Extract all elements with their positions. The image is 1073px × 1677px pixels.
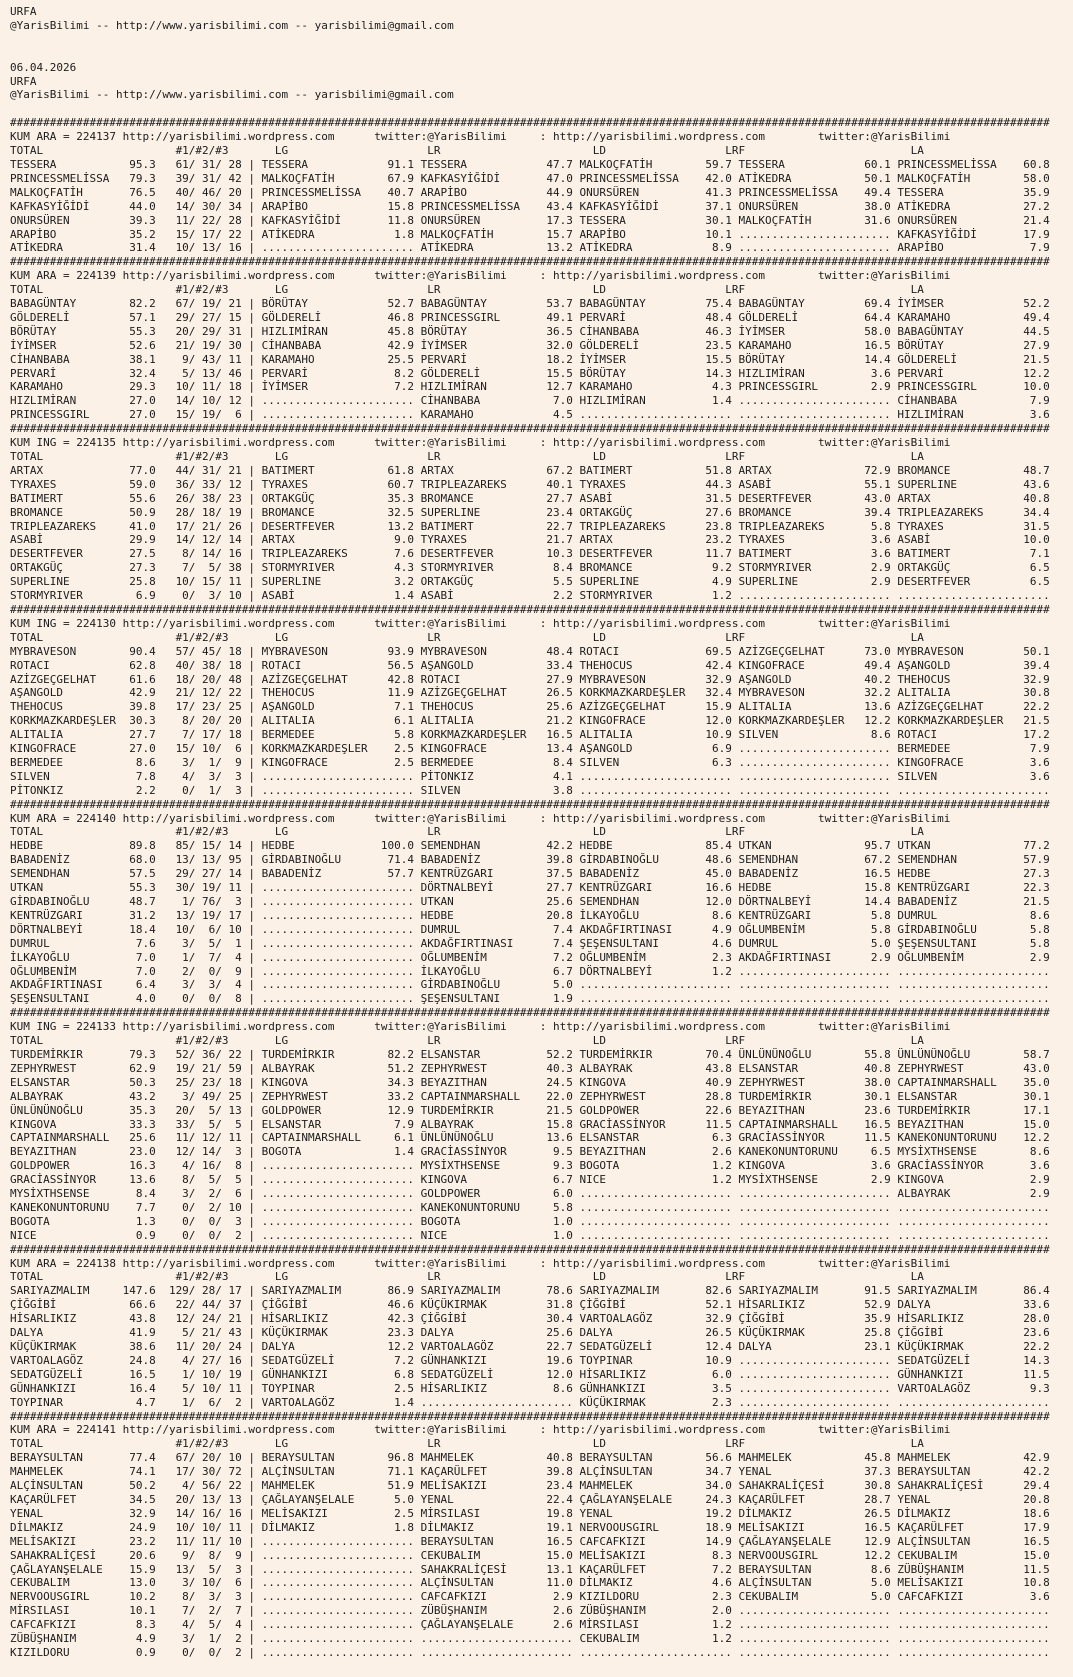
table-row: DESERTFEVER 27.5 8/ 14/ 16 | TRIPLEAZAREKS 7.6 DESERTFEVER 10.3 DESERTFEVER 11.7 BATIMERT 3.6 BATIMERT 7.1 xyxy=(10,547,1050,561)
table-row: İLKAYOĞLU 7.0 1/ 7/ 4 | ....................... OĞLUMBENİM 7.2 OĞLUMBENİM 2.3 AKDAĞFIRTINASI 2.9 OĞLUMBENİM 2.9 xyxy=(10,950,1050,964)
column-header: TOTAL #1/#2/#3 LG LR LD LRF LA xyxy=(10,144,924,158)
table-row: MYSİXTHSENSE 8.4 3/ 2/ 6 | ....................... GOLDPOWER 6.0 ....................... ....................... ALBAYRAK 2.9 xyxy=(10,1187,1050,1201)
section-separator: ############################################################################################################################################################# xyxy=(10,1006,1050,1020)
table-row: MELİSAKIZI 23.2 11/ 11/ 10 | ....................... BERAYSULTAN 16.5 CAFCAFKIZI 14.9 ÇAĞLAYANŞELALE 12.9 ALÇİNSULTAN 16.5 xyxy=(10,1534,1050,1548)
section-title: KUM ARA = 224141 http://yarisbilimi.wordpress.com twitter:@YarisBilimi : http://yarisbilimi.wordpress.com twitter:@YarisBilimi xyxy=(10,1423,951,1437)
table-row: TURDEMİRKIR 79.3 52/ 36/ 22 | TURDEMİRKIR 82.2 ELSANSTAR 52.2 TURDEMİRKIR 70.4 ÜNLÜNÜNOĞLU 55.8 ÜNLÜNÜNOĞLU 58.7 xyxy=(10,1047,1050,1061)
table-row: GÖLDERELİ 57.1 29/ 27/ 15 | GÖLDERELİ 46.8 PRINCESSGIRL 49.1 PERVARİ 48.4 GÖLDERELİ 64.4 KARAMAHO 49.4 xyxy=(10,310,1050,324)
table-row: NERVOOUSGIRL 10.2 8/ 3/ 3 | ....................... CAFCAFKIZI 2.9 KIZILDORU 2.3 CEKUBALIM 5.0 CAFCAFKIZI 3.6 xyxy=(10,1590,1050,1604)
header-line xyxy=(10,102,1073,116)
section-title: KUM ING = 224130 http://yarisbilimi.wordpress.com twitter:@YarisBilimi : http://yarisbilimi.wordpress.com twitter:@YarisBilimi xyxy=(10,616,951,630)
table-row: ARTAX 77.0 44/ 31/ 21 | BATIMERT 61.8 ARTAX 67.2 BATIMERT 51.8 ARTAX 72.9 BROMANCE 48.7 xyxy=(10,463,1050,477)
section-title: KUM ARA = 224138 http://yarisbilimi.wordpress.com twitter:@YarisBilimi : http://yarisbilimi.wordpress.com twitter:@YarisBilimi xyxy=(10,1256,951,1270)
column-header: TOTAL #1/#2/#3 LG LR LD LRF LA xyxy=(10,1034,924,1048)
table-row: KENTRÜZGARI 31.2 13/ 19/ 17 | ....................... HEDBE 20.8 İLKAYOĞLU 8.6 KENTRÜZGARI 5.8 DUMRUL 8.6 xyxy=(10,908,1050,922)
table-row: BABADENİZ 68.0 13/ 13/ 95 | GİRDABINOĞLU 71.4 BABADENİZ 39.8 GİRDABINOĞLU 48.6 SEMENDHAN 67.2 SEMENDHAN 57.9 xyxy=(10,853,1050,867)
table-row: GOLDPOWER 16.3 4/ 16/ 8 | ....................... MYSİXTHSENSE 9.3 BOGOTA 1.2 KINGOVA 3.6 GRACİASSİNYOR 3.6 xyxy=(10,1159,1050,1173)
header-line xyxy=(10,33,1073,47)
table-row: AŞANGOLD 42.9 21/ 12/ 22 | THEHOCUS 11.9 AZİZGEÇGELHAT 26.5 KORKMAZKARDEŞLER 32.4 MYBRAVESON 32.2 ALITALIA 30.8 xyxy=(10,686,1050,700)
table-row: OĞLUMBENİM 7.0 2/ 0/ 9 | ....................... İLKAYOĞLU 6.7 DÖRTNALBEYİ 1.2 ....................... ....................... xyxy=(10,964,1050,978)
table-row: ROTACI 62.8 40/ 38/ 18 | ROTACI 56.5 AŞANGOLD 33.4 THEHOCUS 42.4 KINGOFRACE 49.4 AŞANGOLD 39.4 xyxy=(10,658,1050,672)
header-line xyxy=(10,47,1073,61)
table-row: DÖRTNALBEYİ 18.4 10/ 6/ 10 | ....................... DUMRUL 7.4 AKDAĞFIRTINASI 4.9 OĞLUMBENİM 5.8 GİRDABINOĞLU 5.8 xyxy=(10,922,1050,936)
table-row: BÖRÜTAY 55.3 20/ 29/ 31 | HIZLIMİRAN 45.8 BÖRÜTAY 36.5 CİHANBABA 46.3 İYİMSER 58.0 BABAGÜNTAY 44.5 xyxy=(10,324,1050,338)
table-row: BABAGÜNTAY 82.2 67/ 19/ 21 | BÖRÜTAY 52.7 BABAGÜNTAY 53.7 BABAGÜNTAY 75.4 BABAGÜNTAY 69.4 İYİMSER 52.2 xyxy=(10,297,1050,311)
table-row: TRIPLEAZAREKS 41.0 17/ 21/ 26 | DESERTFEVER 13.2 BATIMERT 22.7 TRIPLEAZAREKS 23.8 TRIPLEAZAREKS 5.8 TYRAXES 31.5 xyxy=(10,519,1050,533)
table-row: PİTONKIZ 2.2 0/ 1/ 3 | ....................... SILVEN 3.8 ....................... ....................... ....................... xyxy=(10,783,1050,797)
table-row: BROMANCE 50.9 28/ 18/ 19 | BROMANCE 32.5 SUPERLINE 23.4 ORTAKGÜÇ 27.6 BROMANCE 39.4 TRIPLEAZAREKS 34.4 xyxy=(10,505,1050,519)
table-row: KANEKONUNTORUNU 7.7 0/ 2/ 10 | ....................... KANEKONUNTORUNU 5.8 ....................... ....................... ....................... xyxy=(10,1200,1050,1214)
section-separator: ############################################################################################################################################################# xyxy=(10,116,1050,130)
table-row: MAHMELEK 74.1 17/ 30/ 72 | ALÇİNSULTAN 71.1 KAÇARÜLFET 39.8 ALÇİNSULTAN 34.7 YENAL 37.3 BERAYSULTAN 42.2 xyxy=(10,1465,1050,1479)
section-title: KUM ARA = 224137 http://yarisbilimi.wordpress.com twitter:@YarisBilimi : http://yarisbilimi.wordpress.com twitter:@YarisBilimi xyxy=(10,130,951,144)
header-line: URFA xyxy=(10,5,37,18)
section-title: KUM ARA = 224139 http://yarisbilimi.wordpress.com twitter:@YarisBilimi : http://yarisbilimi.wordpress.com twitter:@YarisBilimi xyxy=(10,269,951,283)
table-row: SARIYAZMALIM 147.6 129/ 28/ 17 | SARIYAZMALIM 86.9 SARIYAZMALIM 78.6 SARIYAZMALIM 82.6 SARIYAZMALIM 91.5 SARIYAZMALIM 86.4 xyxy=(10,1284,1050,1298)
section-title: KUM ING = 224133 http://yarisbilimi.wordpress.com twitter:@YarisBilimi : http://yarisbilimi.wordpress.com twitter:@YarisBilimi xyxy=(10,1020,951,1034)
table-row: MYBRAVESON 90.4 57/ 45/ 18 | MYBRAVESON 93.9 MYBRAVESON 48.4 ROTACI 69.5 AZİZGEÇGELHAT 73.0 MYBRAVESON 50.1 xyxy=(10,644,1050,658)
column-header: TOTAL #1/#2/#3 LG LR LD LRF LA xyxy=(10,450,924,463)
table-row: NICE 0.9 0/ 0/ 2 | ....................... NICE 1.0 ....................... ....................... ....................... xyxy=(10,1228,1050,1242)
table-row: TESSERA 95.3 61/ 31/ 28 | TESSERA 91.1 TESSERA 47.7 MALKOÇFATİH 59.7 TESSERA 60.1 PRINCESSMELİSSA 60.8 xyxy=(10,157,1050,171)
table-row: UTKAN 55.3 30/ 19/ 11 | ....................... DÖRTNALBEYİ 27.7 KENTRÜZGARI 16.6 HEDBE 15.8 KENTRÜZGARI 22.3 xyxy=(10,881,1050,895)
table-row: GRACİASSİNYOR 13.6 8/ 5/ 5 | ....................... KINGOVA 6.7 NICE 1.2 MYSİXTHSENSE 2.9 KINGOVA 2.9 xyxy=(10,1173,1050,1187)
table-row: DALYA 41.9 5/ 21/ 43 | KÜÇÜKIRMAK 23.3 DALYA 25.6 DALYA 26.5 KÜÇÜKIRMAK 25.8 ÇİĞGİBİ 23.6 xyxy=(10,1326,1050,1340)
table-row: KÜÇÜKIRMAK 38.6 11/ 20/ 24 | DALYA 12.2 VARTOALAGÖZ 22.7 SEDATGÜZELİ 12.4 DALYA 23.1 KÜÇÜKIRMAK 22.2 xyxy=(10,1340,1050,1353)
table-row: ALITALIA 27.7 7/ 17/ 18 | BERMEDEE 5.8 KORKMAZKARDEŞLER 16.5 ALITALIA 10.9 SILVEN 8.6 ROTACI 17.2 xyxy=(10,728,1050,742)
table-row: BEYAZITHAN 23.0 12/ 14/ 3 | BOGOTA 1.4 GRACİASSİNYOR 9.5 BEYAZITHAN 2.6 KANEKONUNTORUNU 6.5 MYSİXTHSENSE 8.6 xyxy=(10,1145,1050,1159)
table-row: SEMENDHAN 57.5 29/ 27/ 14 | BABADENİZ 57.7 KENTRÜZGARI 37.5 BABADENİZ 45.0 BABADENİZ 16.5 HEDBE 27.3 xyxy=(10,867,1050,881)
table-row: CAFCAFKIZI 8.3 4/ 5/ 4 | ....................... ÇAĞLAYANŞELALE 2.6 MİRSILASI 1.2 ....................... ....................... xyxy=(10,1618,1050,1632)
table-row: AZİZGEÇGELHAT 61.6 18/ 20/ 48 | AZİZGEÇGELHAT 42.8 ROTACI 27.9 MYBRAVESON 32.9 AŞANGOLD 40.2 THEHOCUS 32.9 xyxy=(10,672,1050,686)
table-row: VARTOALAGÖZ 24.8 4/ 27/ 16 | SEDATGÜZELİ 7.2 GÜNHANKIZI 19.6 TOYPINAR 10.9 ....................... SEDATGÜZELİ 14.3 xyxy=(10,1353,1050,1367)
table-row: DİLMAKIZ 24.9 10/ 10/ 11 | DİLMAKIZ 1.8 DİLMAKIZ 19.1 NERVOOUSGIRL 18.9 MELİSAKIZI 16.5 KAÇARÜLFET 17.9 xyxy=(10,1520,1050,1534)
table-row: PRINCESSGIRL 27.0 15/ 19/ 6 | ....................... KARAMAHO 4.5 ....................... ....................... HIZLIMİRAN 3.6 xyxy=(10,408,1050,422)
table-row: SUPERLINE 25.8 10/ 15/ 11 | SUPERLINE 3.2 ORTAKGÜÇ 5.5 SUPERLINE 4.9 SUPERLINE 2.9 DESERTFEVER 6.5 xyxy=(10,575,1050,589)
table-row: STORMYRIVER 6.9 0/ 3/ 10 | ASABİ 1.4 ASABİ 2.2 STORMYRIVER 1.2 ....................... ....................... xyxy=(10,589,1050,603)
table-row: MİRSILASI 10.1 7/ 2/ 7 | ....................... ZÜBÜŞHANIM 2.6 ZÜBÜŞHANIM 2.0 ....................... ....................... xyxy=(10,1604,1050,1618)
table-row: CİHANBABA 38.1 9/ 43/ 11 | KARAMAHO 25.5 PERVARİ 18.2 İYİMSER 15.5 BÖRÜTAY 14.4 GÖLDERELİ 21.5 xyxy=(10,352,1050,366)
table-row: GÜNHANKIZI 16.4 5/ 10/ 11 | TOYPINAR 2.5 HİSARLIKIZ 8.6 GÜNHANKIZI 3.5 ....................... VARTOALAGÖZ 9.3 xyxy=(10,1381,1050,1395)
table-row: BOGOTA 1.3 0/ 0/ 3 | ....................... BOGOTA 1.0 ....................... ....................... ....................... xyxy=(10,1214,1050,1228)
table-row: ZÜBÜŞHANIM 4.9 3/ 1/ 2 | ....................... ....................... CEKUBALIM 1.2 ....................... ....................... xyxy=(10,1632,1050,1646)
table-row: KARAMAHO 29.3 10/ 11/ 18 | İYİMSER 7.2 HIZLIMİRAN 12.7 KARAMAHO 4.3 PRINCESSGIRL 2.9 PRINCESSGIRL 10.0 xyxy=(10,380,1050,394)
column-header: TOTAL #1/#2/#3 LG LR LD LRF LA xyxy=(10,1270,924,1284)
table-row: KAÇARÜLFET 34.5 20/ 13/ 13 | ÇAĞLAYANŞELALE 5.0 YENAL 22.4 ÇAĞLAYANŞELALE 24.3 KAÇARÜLFET 28.7 YENAL 20.8 xyxy=(10,1492,1050,1506)
table-row: BERMEDEE 8.6 3/ 1/ 9 | KINGOFRACE 2.5 BERMEDEE 8.4 SILVEN 6.3 ....................... KINGOFRACE 3.6 xyxy=(10,755,1050,769)
table-row: ASABİ 29.9 14/ 12/ 14 | ARTAX 9.0 TYRAXES 21.7 ARTAX 23.2 TYRAXES 3.6 ASABİ 10.0 xyxy=(10,533,1050,547)
column-header: TOTAL #1/#2/#3 LG LR LD LRF LA xyxy=(10,1437,924,1451)
table-row: ÜNLÜNÜNOĞLU 35.3 20/ 5/ 13 | GOLDPOWER 12.9 TURDEMİRKIR 21.5 GOLDPOWER 22.6 BEYAZITHAN 23.6 TURDEMİRKIR 17.1 xyxy=(10,1103,1050,1117)
table-row: KINGOVA 33.3 33/ 5/ 5 | ELSANSTAR 7.9 ALBAYRAK 15.8 GRACİASSİNYOR 11.5 CAPTAINMARSHALL 16.5 BEYAZITHAN 15.0 xyxy=(10,1117,1050,1131)
table-row: İYİMSER 52.6 21/ 19/ 30 | CİHANBABA 42.9 İYİMSER 32.0 GÖLDERELİ 23.5 KARAMAHO 16.5 BÖRÜTAY 27.9 xyxy=(10,338,1050,352)
table-row: YENAL 32.9 14/ 16/ 16 | MELİSAKIZI 2.5 MİRSILASI 19.8 YENAL 19.2 DİLMAKIZ 26.5 DİLMAKIZ 18.6 xyxy=(10,1506,1050,1520)
table-row: KIZILDORU 0.9 0/ 0/ 2 | ....................... ....................... ....................... ....................... ....................... xyxy=(10,1645,1050,1659)
header-line: @YarisBilimi -- http://www.yarisbilimi.com -- yarisbilimi@gmail.com xyxy=(10,88,454,102)
table-row: TYRAXES 59.0 36/ 33/ 12 | TYRAXES 60.7 TRIPLEAZAREKS 40.1 TYRAXES 44.3 ASABİ 55.1 SUPERLINE 43.6 xyxy=(10,477,1050,491)
table-row: GİRDABINOĞLU 48.7 1/ 76/ 3 | ....................... UTKAN 25.6 SEMENDHAN 12.0 DÖRTNALBEYİ 14.4 BABADENİZ 21.5 xyxy=(10,895,1050,908)
header-line: URFA xyxy=(10,74,37,88)
table-row: PRINCESSMELİSSA 79.3 39/ 31/ 42 | MALKOÇFATİH 67.9 KAFKASYİĞİDİ 47.0 PRINCESSMELİSSA 42.0 ATİKEDRA 50.1 MALKOÇFATİH 58.0 xyxy=(10,171,1050,185)
section-separator: ############################################################################################################################################################# xyxy=(10,422,1050,436)
table-row: ARAPİBO 35.2 15/ 17/ 22 | ATİKEDRA 1.8 MALKOÇFATİH 15.7 ARAPİBO 10.1 ....................... KAFKASYİĞİDİ 17.9 xyxy=(10,227,1050,241)
table-row: ÇİĞGİBİ 66.6 22/ 44/ 37 | ÇİĞGİBİ 46.6 KÜÇÜKIRMAK 31.8 ÇİĞGİBİ 52.1 HİSARLIKIZ 52.9 DALYA 33.6 xyxy=(10,1298,1050,1312)
column-header: TOTAL #1/#2/#3 LG LR LD LRF LA xyxy=(10,825,924,839)
table-row: CAPTAINMARSHALL 25.6 11/ 12/ 11 | CAPTAINMARSHALL 6.1 ÜNLÜNÜNOĞLU 13.6 ELSANSTAR 6.3 GRACİASSİNYOR 11.5 KANEKONUNTORUNU 12.2 xyxy=(10,1131,1050,1145)
section-separator: ############################################################################################################################################################# xyxy=(10,255,1050,269)
table-row: TOYPINAR 4.7 1/ 6/ 2 | VARTOALAGÖZ 1.4 ....................... KÜÇÜKIRMAK 2.3 ....................... ....................... xyxy=(10,1395,1050,1409)
section-title: KUM ARA = 224140 http://yarisbilimi.wordpress.com twitter:@YarisBilimi : http://yarisbilimi.wordpress.com twitter:@YarisBilimi xyxy=(10,811,951,825)
column-header: TOTAL #1/#2/#3 LG LR LD LRF LA xyxy=(10,283,924,297)
table-row: DUMRUL 7.6 3/ 5/ 1 | ....................... AKDAĞFIRTINASI 7.4 ŞEŞENSULTANI 4.6 DUMRUL 5.0 ŞEŞENSULTANI 5.8 xyxy=(10,936,1050,950)
table-row: MALKOÇFATİH 76.5 40/ 46/ 20 | PRINCESSMELİSSA 40.7 ARAPİBO 44.9 ONURSÜREN 41.3 PRINCESSMELİSSA 49.4 TESSERA 35.9 xyxy=(10,185,1050,199)
table-row: KAFKASYİĞİDİ 44.0 14/ 30/ 34 | ARAPİBO 15.8 PRINCESSMELİSSA 43.4 KAFKASYİĞİDİ 37.1 ONURSÜREN 38.0 ATİKEDRA 27.2 xyxy=(10,199,1050,213)
table-row: KINGOFRACE 27.0 15/ 10/ 6 | KORKMAZKARDEŞLER 2.5 KINGOFRACE 13.4 AŞANGOLD 6.9 ....................... BERMEDEE 7.9 xyxy=(10,742,1050,756)
table-row: SILVEN 7.8 4/ 3/ 3 | ....................... PİTONKIZ 4.1 ....................... ....................... SILVEN 3.6 xyxy=(10,769,1050,783)
table-row: ALÇİNSULTAN 50.2 4/ 56/ 22 | MAHMELEK 51.9 MELİSAKIZI 23.4 MAHMELEK 34.0 SAHAKRALİÇESİ 30.8 SAHAKRALİÇESİ 29.4 xyxy=(10,1479,1050,1493)
table-row: ONURSÜREN 39.3 11/ 22/ 28 | KAFKASYİĞİDİ 11.8 ONURSÜREN 17.3 TESSERA 30.1 MALKOÇFATİH 31.6 ONURSÜREN 21.4 xyxy=(10,213,1050,227)
header-line: @YarisBilimi -- http://www.yarisbilimi.com -- yarisbilimi@gmail.com xyxy=(10,18,454,32)
report-body xyxy=(10,5,1073,1660)
table-row: ELSANSTAR 50.3 25/ 23/ 18 | KINGOVA 34.3 BEYAZITHAN 24.5 KINGOVA 40.9 ZEPHYRWEST 38.0 CAPTAINMARSHALL 35.0 xyxy=(10,1075,1050,1089)
table-row: BERAYSULTAN 77.4 67/ 20/ 10 | BERAYSULTAN 96.8 MAHMELEK 40.8 BERAYSULTAN 56.6 MAHMELEK 45.8 MAHMELEK 42.9 xyxy=(10,1451,1050,1465)
table-row: BATIMERT 55.6 26/ 38/ 23 | ORTAKGÜÇ 35.3 BROMANCE 27.7 ASABİ 31.5 DESERTFEVER 43.0 ARTAX 40.8 xyxy=(10,491,1050,505)
section-separator: ############################################################################################################################################################# xyxy=(10,1242,1050,1256)
table-row: ŞEŞENSULTANI 4.0 0/ 0/ 8 | ....................... ŞEŞENSULTANI 1.9 ....................... ....................... ....................... xyxy=(10,992,1050,1006)
table-row: HEDBE 89.8 85/ 15/ 14 | HEDBE 100.0 SEMENDHAN 42.2 HEDBE 85.4 UTKAN 95.7 UTKAN 77.2 xyxy=(10,839,1050,853)
table-row: ORTAKGÜÇ 27.3 7/ 5/ 38 | STORMYRIVER 4.3 STORMYRIVER 8.4 BROMANCE 9.2 STORMYRIVER 2.9 ORTAKGÜÇ 6.5 xyxy=(10,561,1050,575)
table-row: AKDAĞFIRTINASI 6.4 3/ 3/ 4 | ....................... GİRDABINOĞLU 5.0 ....................... ....................... ....................... xyxy=(10,978,1050,992)
section-title: KUM ING = 224135 http://yarisbilimi.wordpress.com twitter:@YarisBilimi : http://yarisbilimi.wordpress.com twitter:@YarisBilimi xyxy=(10,436,951,450)
table-row: SAHAKRALİÇESİ 20.6 9/ 8/ 9 | ....................... CEKUBALIM 15.0 MELİSAKIZI 8.3 NERVOOUSGIRL 12.2 CEKUBALIM 15.0 xyxy=(10,1548,1050,1562)
table-row: ÇAĞLAYANŞELALE 15.9 13/ 5/ 3 | ....................... SAHAKRALİÇESİ 13.1 KAÇARÜLFET 7.2 BERAYSULTAN 8.6 ZÜBÜŞHANIM 11.5 xyxy=(10,1562,1050,1576)
table-row: CEKUBALIM 13.0 3/ 10/ 6 | ....................... ALÇİNSULTAN 11.0 DİLMAKIZ 4.6 ALÇİNSULTAN 5.0 MELİSAKIZI 10.8 xyxy=(10,1576,1050,1590)
table-row: ZEPHYRWEST 62.9 19/ 21/ 59 | ALBAYRAK 51.2 ZEPHYRWEST 40.3 ALBAYRAK 43.8 ELSANSTAR 40.8 ZEPHYRWEST 43.0 xyxy=(10,1061,1050,1075)
column-header: TOTAL #1/#2/#3 LG LR LD LRF LA xyxy=(10,630,924,644)
table-row: HİSARLIKIZ 43.8 12/ 24/ 21 | HİSARLIKIZ 42.3 ÇİĞGİBİ 30.4 VARTOALAGÖZ 32.9 ÇİĞGİBİ 35.9 HİSARLIKIZ 28.0 xyxy=(10,1312,1050,1326)
section-separator: ############################################################################################################################################################# xyxy=(10,1409,1050,1423)
table-row: HIZLIMİRAN 27.0 14/ 10/ 12 | ....................... CİHANBABA 7.0 HIZLIMİRAN 1.4 ....................... CİHANBABA 7.9 xyxy=(10,394,1050,408)
table-row: THEHOCUS 39.8 17/ 23/ 25 | AŞANGOLD 7.1 THEHOCUS 25.6 AZİZGEÇGELHAT 15.9 ALITALIA 13.6 AZİZGEÇGELHAT 22.2 xyxy=(10,700,1050,714)
section-separator: ############################################################################################################################################################# xyxy=(10,602,1050,616)
table-row: SEDATGÜZELİ 16.5 1/ 10/ 19 | GÜNHANKIZI 6.8 SEDATGÜZELİ 12.0 HİSARLIKIZ 6.0 ....................... GÜNHANKIZI 11.5 xyxy=(10,1367,1050,1381)
table-row: ALBAYRAK 43.2 3/ 49/ 25 | ZEPHYRWEST 33.2 CAPTAINMARSHALL 22.0 ZEPHYRWEST 28.8 TURDEMİRKIR 30.1 ELSANSTAR 30.1 xyxy=(10,1089,1050,1103)
header-line: 06.04.2026 xyxy=(10,60,77,74)
section-separator: ############################################################################################################################################################# xyxy=(10,797,1050,811)
table-row: ATİKEDRA 31.4 10/ 13/ 16 | ....................... ATİKEDRA 13.2 ATİKEDRA 8.9 ....................... ARAPİBO 7.9 xyxy=(10,241,1050,255)
table-row: KORKMAZKARDEŞLER 30.3 8/ 20/ 20 | ALITALIA 6.1 ALITALIA 21.2 KINGOFRACE 12.0 KORKMAZKARDEŞLER 12.2 KORKMAZKARDEŞLER 21.5 xyxy=(10,714,1050,728)
table-row: PERVARİ 32.4 5/ 13/ 46 | PERVARİ 8.2 GÖLDERELİ 15.5 BÖRÜTAY 14.3 HIZLIMİRAN 3.6 PERVARİ 12.2 xyxy=(10,366,1050,380)
